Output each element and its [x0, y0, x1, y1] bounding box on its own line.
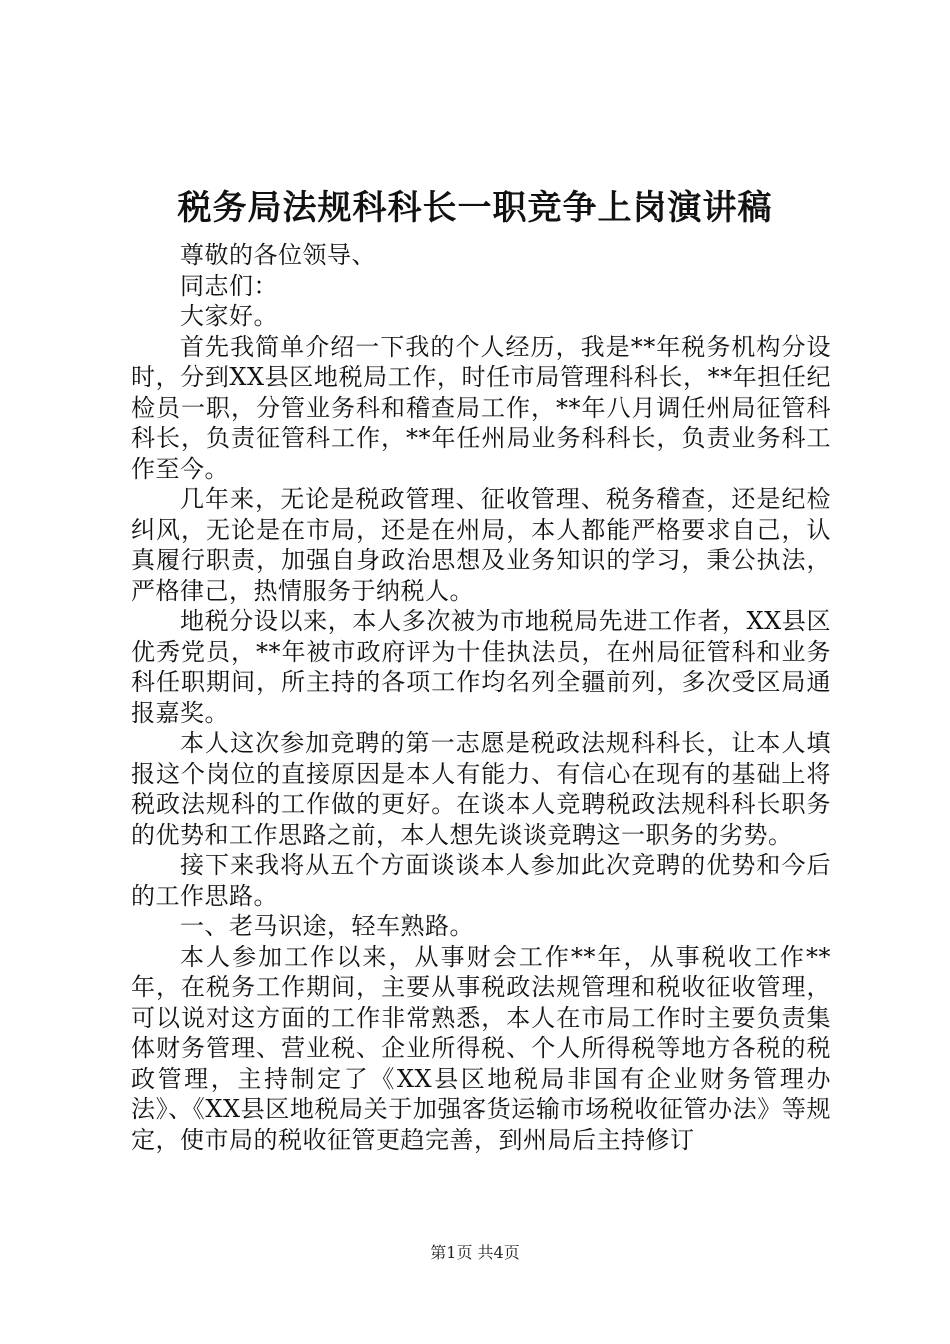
- salutation-line-2: 同志们：: [180, 271, 278, 300]
- paragraph-honors: 地税分设以来，本人多次被为市地税局先进工作者，XX县区优秀党员，**年被市政府评为十佳执法员，在州局征管科和业务科任职期间，所主持的各项工作均名列全疆前列，多次受区局通报嘉奖。: [131, 607, 831, 727]
- salutation-line-1: 尊敬的各位领导、: [180, 241, 376, 269]
- document-title: 税务局法规科科长一职竞争上岗演讲稿: [177, 188, 773, 228]
- section-heading-1: 一、老马识途，轻车熟路。: [180, 912, 474, 940]
- paragraph-personal-history: 首先我简单介绍一下我的个人经历，我是**年税务机构分设时，分到XX县区地税局工作，时任市局管理科科长，**年担任纪检员一职，分管业务科和稽查局工作，**年八月调任州局征管科科长，负责征管科工作，**年任州局业务科科长，负责业务科工作至今。: [131, 332, 831, 483]
- document-body: [131, 240, 831, 1155]
- paragraph-five-aspects: 接下来我将从五个方面谈谈本人参加此次竞聘的优势和今后的工作思路。: [131, 851, 831, 910]
- paragraph-first-choice: 本人这次参加竞聘的第一志愿是税政法规科科长，让本人填报这个岗位的直接原因是本人有能力、有信心在现有的基础上将税政法规科的工作做的更好。在谈本人竞聘税政法规科科长职务的优势和工作思路之前，本人想先谈谈竞聘这一职务的劣势。: [131, 729, 831, 849]
- paragraph-work-attitude: 几年来，无论是税政管理、征收管理、税务稽查，还是纪检纠风，无论是在市局，还是在州局，本人都能严格要求自己，认真履行职责，加强自身政治思想及业务知识的学习，秉公执法，严格律己，热情服务于纳税人。: [131, 485, 831, 605]
- page-footer: 第1页 共4页: [430, 1243, 520, 1262]
- paragraph-experience: 本人参加工作以来，从事财会工作**年，从事税收工作**年，在税务工作期间，主要从事税政法规管理和税收征收管理，可以说对这方面的工作非常熟悉，本人在市局工作时主要负责集体财务管理、营业税、企业所得税、个人所得税等地方各税的税政管理，主持制定了《XX县区地税局非国有企业财务管理办法》、《XX县区地税局关于加强客货运输市场税收征管办法》等规定，使市局的税收征管更趋完善，到州局后主持修订: [131, 942, 831, 1154]
- greeting-line: 大家好。: [180, 302, 278, 330]
